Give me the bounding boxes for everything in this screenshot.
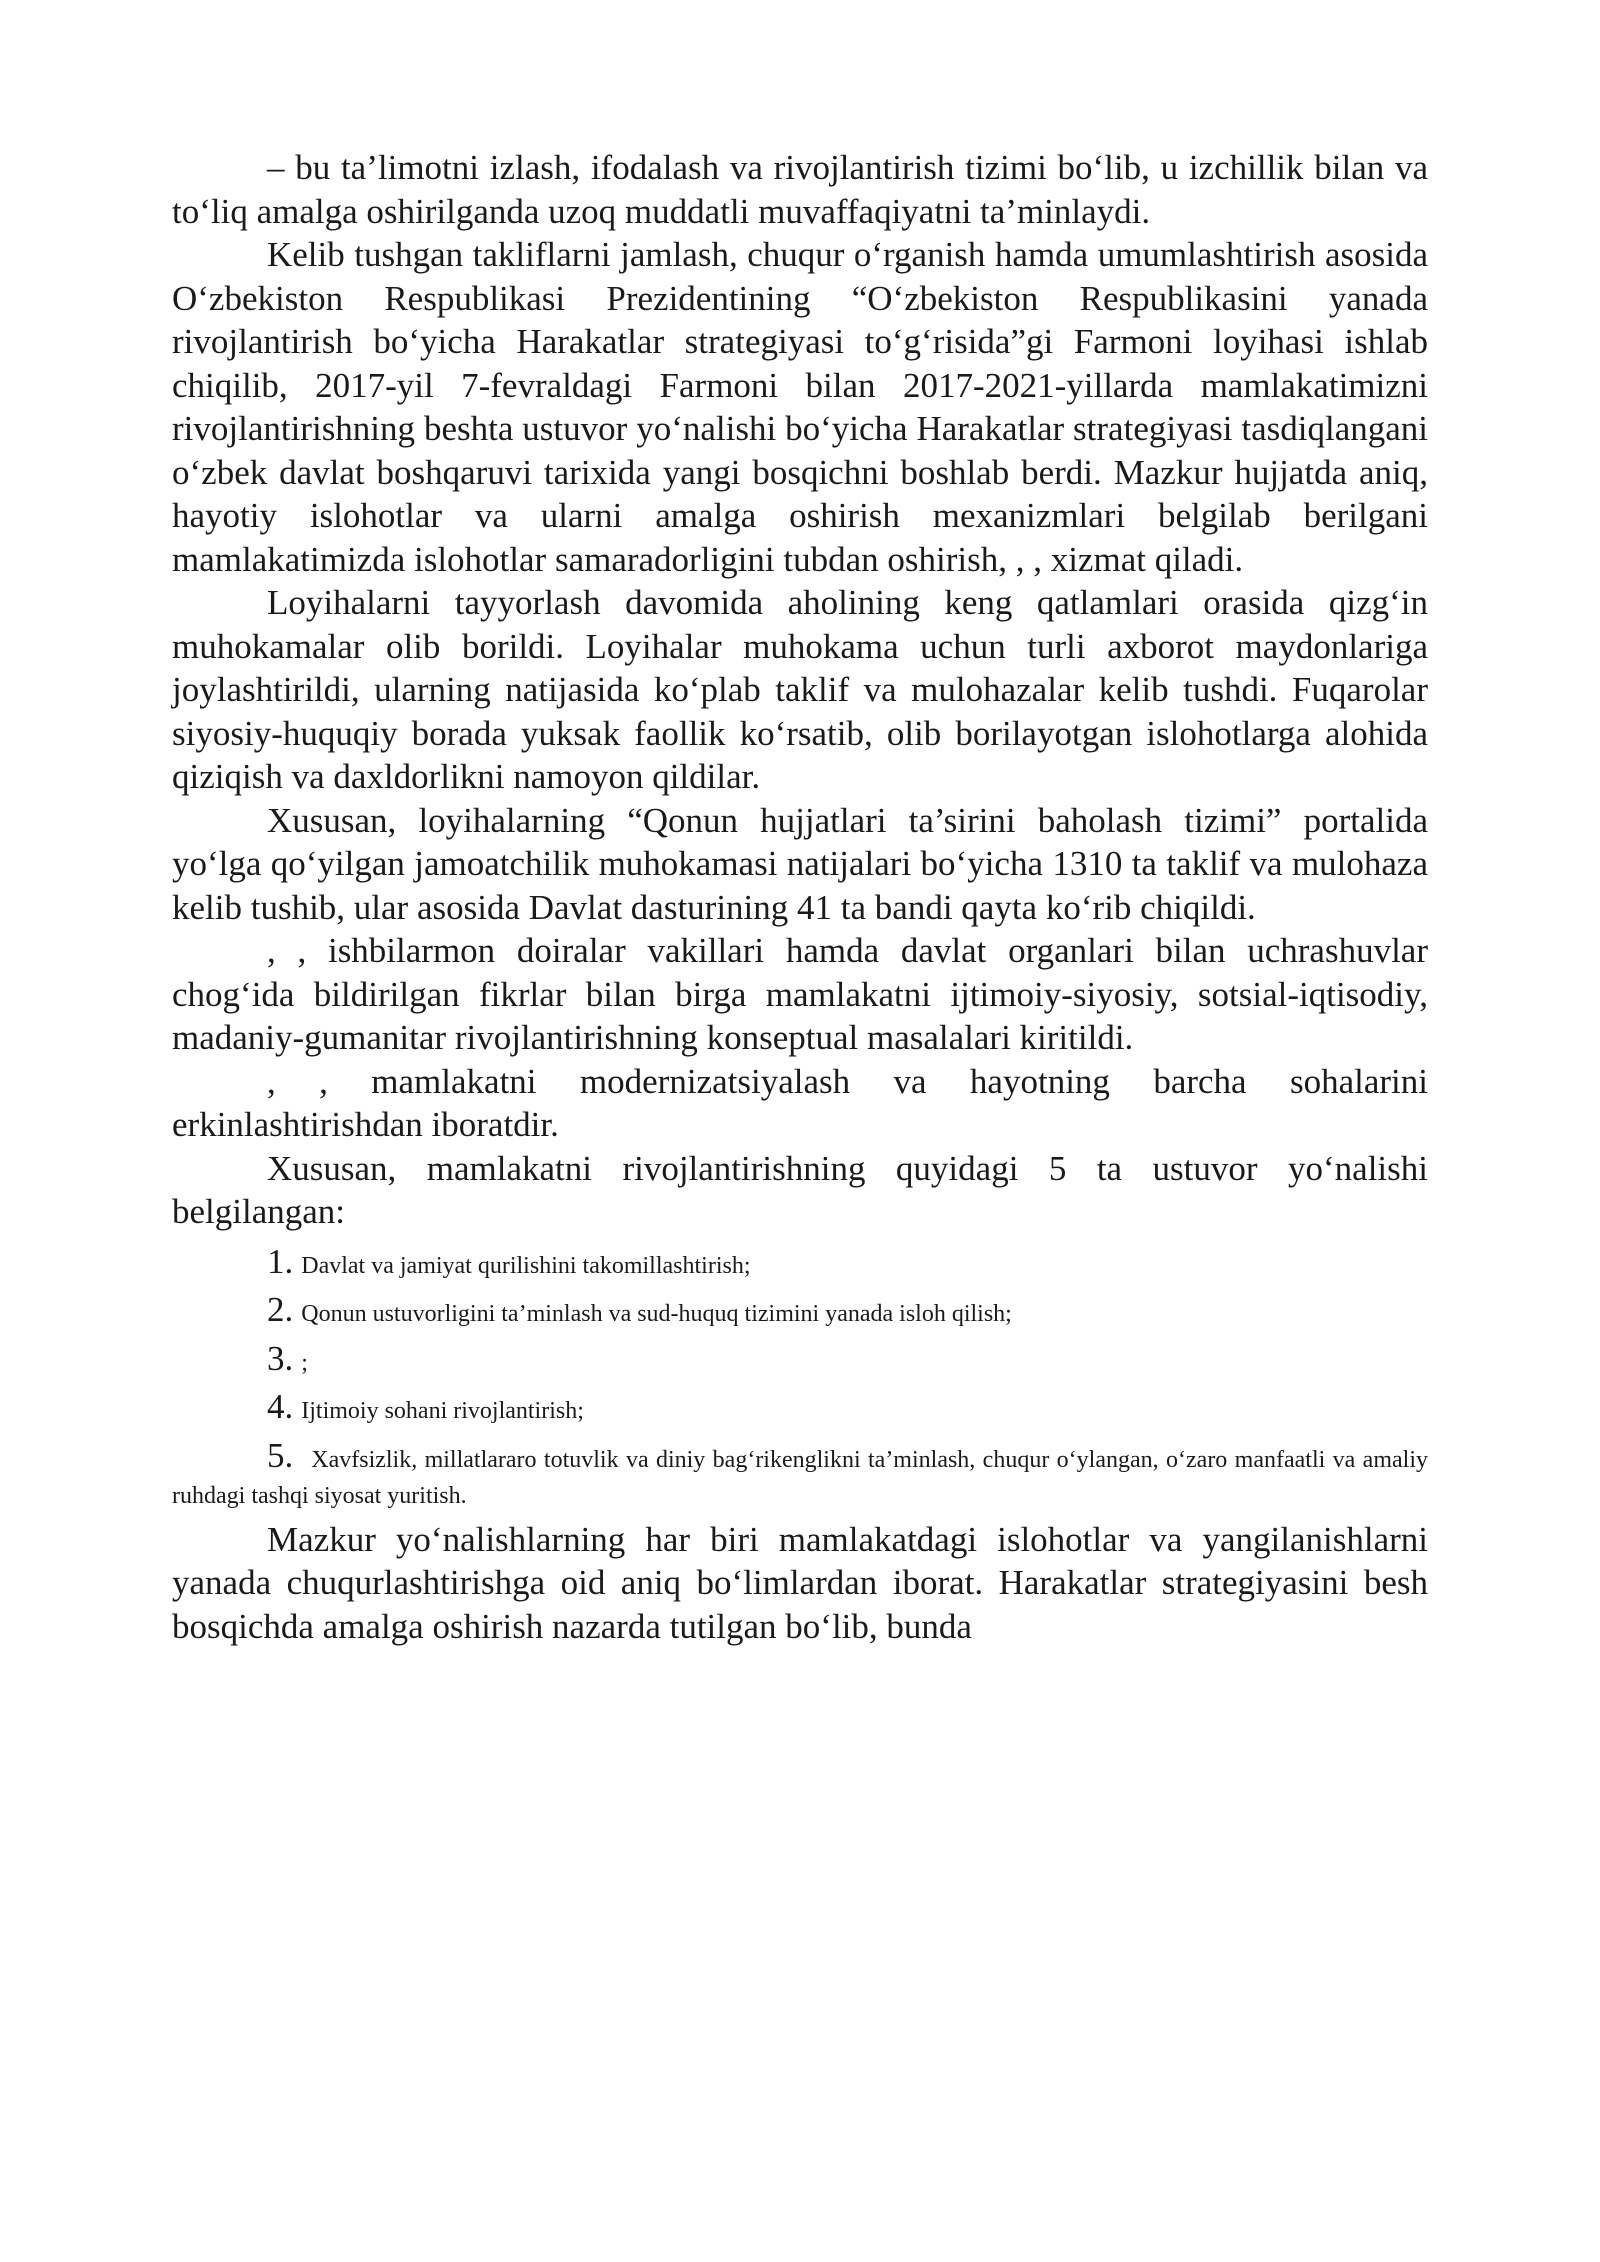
list-item-text: ;: [301, 1349, 308, 1376]
list-item-text: Davlat va jamiyat qurilishini takomillashtirish;: [301, 1252, 751, 1279]
list-item: [172, 1385, 1428, 1434]
paragraph-2: Kelib tushgan takliflarni jamlash, chuqur o‘rganish hamda umumlashtirish asosida O‘zbekiston Respublikasi Prezidentining “O‘zbekiston Respublikasini yanada rivojlantirish bo‘yicha Harakatlar strategiyasi to‘g‘risida”gi Farmoni loyihasi ishlab chiqilib, 2017-yil 7-fevraldagi Farmoni bilan 2017-2021-yillarda mamlakatimizni rivojlantirishning beshta ustuvor yo‘nalishi bo‘yicha Harakatlar strategiyasi tasdiqlangani o‘zbek davlat boshqaruvi tarixida yangi bosqichni boshlab berdi. Mazkur hujjatda aniq, hayotiy islohotlar va ularni amalga oshirish mexanizmlari belgilab berilgani mamlakatimizda islohotlar samaradorligini tubdan oshirish, , , xizmat qiladi.: [172, 235, 1428, 579]
paragraph-5: , , ishbilarmon doiralar vakillari hamda davlat organlari bilan uchrashuvlar chog‘ida bildirilgan fikrlar bilan birga mamlakatni ijtimoiy-siyosiy, sotsial-iqtisodiy, madaniy-gumanitar rivojlantirishning konseptual masalalari kiritildi.: [172, 931, 1428, 1057]
list-item-text: Ijtimoiy sohani rivojlantirish;: [301, 1398, 584, 1424]
priorities-list: [172, 1240, 1428, 1514]
document-body: [172, 146, 1428, 1648]
list-item: [172, 1337, 1428, 1386]
list-item-number: 3.: [267, 1338, 294, 1378]
list-item-text: Xavfsizlik, millatlararo totuvlik va diniy bag‘rikenglikni ta’minlash, chuqur o‘ylangan, o‘zaro manfaatli va amaliy ruhdagi tashqi siyosat yuritish.: [172, 1446, 1428, 1509]
paragraph-1: – bu ta’limotni izlash, ifodalash va rivojlantirish tizimi bo‘lib, u izchillik bilan va to‘liq amalga oshirilganda uzoq muddatli muvaffaqiyatni ta’minlaydi.: [172, 148, 1428, 231]
list-item-number: 2.: [267, 1290, 294, 1329]
paragraph-3: Loyihalarni tayyorlash davomida aholining keng qatlamlari orasida qizg‘in muhokamalar olib borildi. Loyihalar muhokama uchun turli axborot maydonlariga joylashtirildi, ularning natijasida ko‘plab taklif va mulohazalar kelib tushdi. Fuqarolar siyosiy-huquqiy borada yuksak faollik ko‘rsatib, olib borilayotgan islohotlarga alohida qiziqish va daxldorlikni namoyon qildilar.: [172, 583, 1428, 796]
paragraph-6: , , mamlakatni modernizatsiyalash va hayotning barcha sohalarini erkinlashtirishdan iboratdir.: [172, 1061, 1428, 1144]
list-item-text: Qonun ustuvorligini ta’minlash va sud-huquq tizimini yanada isloh qilish;: [301, 1301, 1012, 1327]
list-item-number: 4.: [267, 1387, 294, 1426]
list-item-number: 5.: [267, 1435, 294, 1475]
paragraph-8: Mazkur yo‘nalishlarning har biri mamlakatdagi islohotlar va yangilanishlarni yanada chuqurlashtirishga oid aniq bo‘limlardan iborat. Harakatlar strategiyasini besh bosqichda amalga oshirish nazarda tutilgan bo‘lib, bunda: [172, 1519, 1428, 1646]
list-item: [172, 1288, 1428, 1337]
paragraph-4: Xususan, loyihalarning “Qonun hujjatlari ta’sirini baholash tizimi” portalida yo‘lga qo‘yilgan jamoatchilik muhokamasi natijalari bo‘yicha 1310 ta taklif va mulohaza kelib tushib, ular asosida Davlat dasturining 41 ta bandi qayta ko‘rib chiqildi.: [172, 800, 1428, 927]
list-item: [172, 1435, 1428, 1514]
paragraph-7: Xususan, mamlakatni rivojlantirishning quyidagi 5 ta ustuvor yo‘nalishi belgilangan:: [172, 1148, 1428, 1231]
list-item-number: 1.: [267, 1241, 294, 1281]
list-item: [172, 1240, 1428, 1289]
